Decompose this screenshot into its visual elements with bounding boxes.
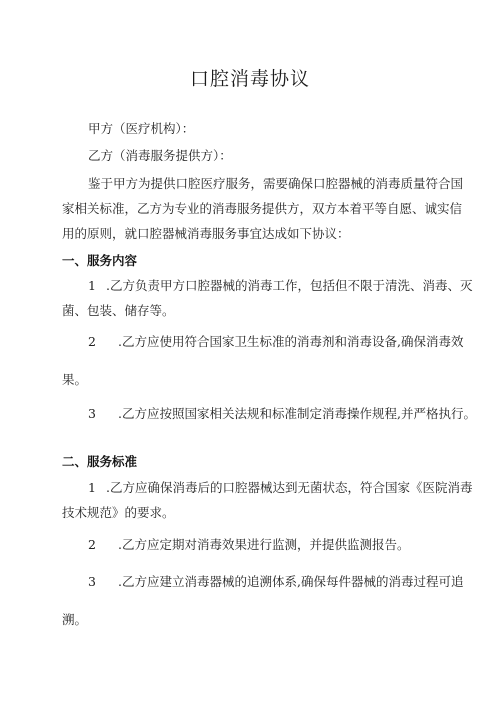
section-1-item-2-line-1: [88, 333, 463, 351]
item-text: .乙方应使用符合国家卫生标准的消毒剂和消毒设备,确保消毒效: [118, 334, 464, 349]
item-text: .乙方应定期对消毒效果进行监测，并提供监测报告。: [118, 537, 410, 552]
party-a-label: 甲方（医疗机构）：: [88, 121, 195, 136]
item-text: .乙方应建立消毒器械的追溯体系,确保每件器械的消毒过程可追: [118, 574, 464, 589]
intro-line-3: 用的原则，就口腔器械消毒服务事宜达成如下协议：: [62, 226, 350, 241]
section-2-item-2-line-1: [88, 536, 409, 554]
item-number: 3: [88, 406, 96, 421]
document-title: 口腔消毒协议: [189, 68, 310, 90]
section-1-item-2-line-2: 果。: [62, 372, 88, 387]
item-number: 3: [88, 574, 96, 589]
section-2-item-1-line-2: 技术规范》的要求。: [62, 505, 175, 520]
intro-line-1: 鉴于甲方为提供口腔医疗服务，需要确保口腔器械的消毒质量符合国: [88, 176, 464, 191]
section-2-item-3-line-2: 溯。: [62, 612, 88, 627]
section-1-item-1-line-2: 菌、包装、储存等。: [62, 303, 175, 318]
intro-line-2: 家相关标准，乙方为专业的消毒服务提供方，双方本着平等自愿、诚实信: [62, 201, 463, 216]
section-2-heading: 二、服务标准: [62, 454, 138, 469]
section-1-item-1-line-1: [88, 277, 472, 295]
item-text: .乙方应按照国家相关法规和标准制定消毒操作规程,并严格执行。: [118, 406, 476, 421]
item-text: .乙方负责甲方口腔器械的消毒工作，包括但不限于清洗、消毒、灭: [106, 278, 473, 293]
item-number: 2: [88, 334, 96, 349]
item-number: 1: [88, 278, 96, 293]
party-b-label: 乙方（消毒服务提供方）：: [88, 148, 232, 163]
section-1-item-3-line-1: [88, 405, 476, 423]
section-2-item-3-line-1: [88, 573, 463, 591]
section-1-heading: 一、服务内容: [62, 253, 138, 268]
item-text: .乙方应确保消毒后的口腔器械达到无菌状态，符合国家《医院消毒: [106, 480, 473, 495]
item-number: 1: [88, 480, 96, 495]
section-2-item-1-line-1: [88, 479, 472, 497]
item-number: 2: [88, 537, 96, 552]
